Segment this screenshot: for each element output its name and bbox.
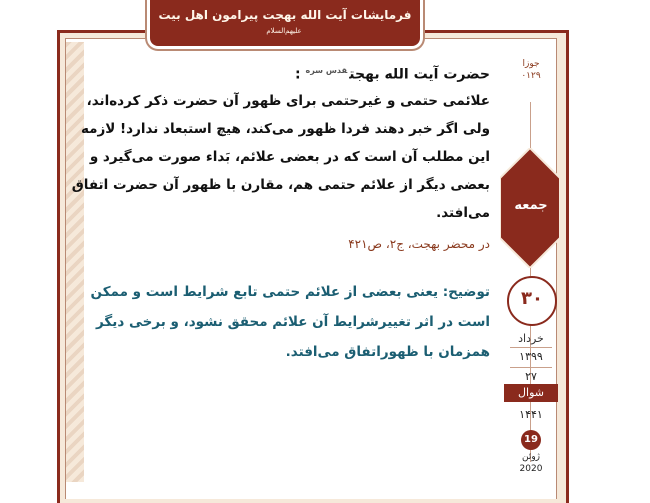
top-date-label: جوزا — [522, 59, 540, 69]
solar-year: ۱۳۹۹ — [519, 350, 543, 363]
lunar-year: ۱۴۴۱ — [519, 408, 543, 421]
date-divider — [510, 367, 552, 368]
top-date-year: ۰۱۲۹ — [521, 71, 541, 81]
top-date — [504, 58, 558, 82]
gregorian-year: 2020 — [519, 464, 543, 474]
explanation-text: توضیح: یعنی بعضی از علائم حتمی تابع شرایط است و ممکن است در اثر تغییرشرایط آن علائم محقق نشود، و برخی دیگر همزمان با ظهوراتفاق می‌افتد. — [90, 283, 490, 360]
speaker-line: حضرت آیت الله بهجت$^{قدس سره}$ : — [295, 66, 490, 83]
lunar-day: ۲۷ — [525, 370, 537, 383]
lunar-month-badge: شوال — [504, 384, 558, 402]
day-number: ۳۰ — [521, 288, 543, 309]
header-salam: علیهم‌السلام — [266, 27, 302, 35]
date-divider — [510, 347, 552, 348]
header-title — [150, 8, 420, 36]
speaker-name: حضرت آیت الله بهجت — [349, 66, 490, 83]
gregorian-month: ژوئن — [521, 452, 541, 462]
main-content — [70, 66, 490, 367]
source-reference: در محضر بهجت، ج۲، ص۴۲۱ — [348, 236, 490, 251]
date-column — [500, 40, 562, 495]
header-ribbon — [150, 0, 420, 46]
solar-month: خرداد — [518, 332, 544, 345]
gregorian-day: 19 — [521, 430, 541, 450]
speaker-honorific: قدس سره — [305, 66, 348, 75]
header-title-text: فرمایشات آیت الله بهجت پیرامون اهل بیت — [158, 8, 412, 22]
day-name: جمعه — [514, 198, 548, 213]
quote-text: علائمی حتمی و غیرحتمی برای ظهور آن حضرت ذکر کرده‌اند، ولی اگر خبر دهند فردا ظهور می‌کند، هیچ استبعاد ندارد! لازمه این مطلب آن است که در بعضی علائم، بَداء صورت می‌گیرد و بعضی دیگر از علائم حتمی هم، مقارن با ظهور آن حضرت اتفاق می‌افتد. — [71, 92, 490, 221]
